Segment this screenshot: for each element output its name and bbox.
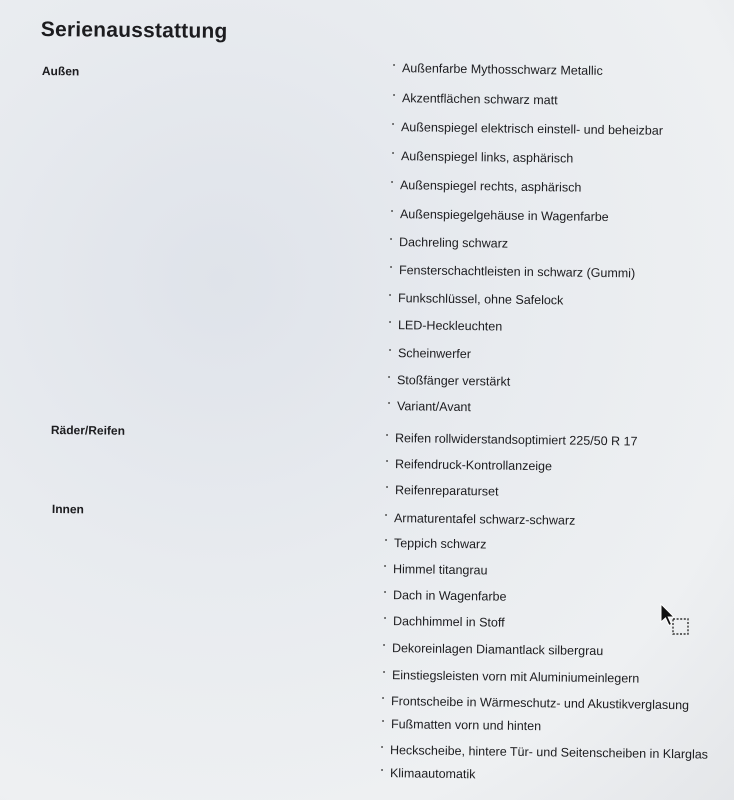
- list-item: Einstiegsleisten vorn mit Aluminiumeinlegern: [383, 668, 640, 686]
- list-item: Außenfarbe Mythosschwarz Metallic: [393, 61, 603, 78]
- bullet-icon: [386, 434, 388, 436]
- list-item: Stoßfänger verstärkt: [388, 373, 510, 389]
- bullet-icon: [386, 486, 388, 488]
- bullet-icon: [389, 321, 391, 323]
- bullet-icon: [383, 671, 385, 673]
- bullet-icon: [391, 210, 393, 212]
- list-item: Scheinwerfer: [389, 346, 471, 361]
- bullet-icon: [383, 644, 385, 646]
- list-item: Teppich schwarz: [385, 536, 487, 551]
- list-item: LED-Heckleuchten: [389, 318, 502, 334]
- list-item: Außenspiegelgehäuse in Wagenfarbe: [391, 207, 609, 224]
- bullet-icon: [393, 94, 395, 96]
- bullet-icon: [392, 152, 394, 154]
- list-item: Frontscheibe in Wärmeschutz- und Akustikverglasung: [382, 694, 689, 712]
- list-item: Außenspiegel elektrisch einstell- und beheizbar: [392, 120, 663, 138]
- bullet-icon: [389, 294, 391, 296]
- bullet-icon: [390, 266, 392, 268]
- bullet-icon: [388, 376, 390, 378]
- list-item: Dach in Wagenfarbe: [384, 588, 507, 604]
- list-item: Dekoreinlagen Diamantlack silbergrau: [383, 641, 603, 658]
- list-item: Heckscheibe, hintere Tür- und Seitenscheiben in Klarglas: [381, 743, 708, 762]
- list-item: Variant/Avant: [388, 399, 471, 414]
- bullet-icon: [392, 123, 394, 125]
- list-item: Klimaautomatik: [381, 766, 476, 781]
- list-item: Himmel titangrau: [384, 562, 488, 577]
- bullet-icon: [384, 617, 386, 619]
- bullet-icon: [390, 238, 392, 240]
- list-item: Dachreling schwarz: [390, 235, 508, 251]
- bullet-icon: [384, 591, 386, 593]
- list-item: Dachhimmel in Stoff: [384, 614, 505, 630]
- bullet-icon: [384, 565, 386, 567]
- bullet-icon: [391, 181, 393, 183]
- bullet-icon: [386, 460, 388, 462]
- bullet-icon: [382, 697, 384, 699]
- bullet-icon: [381, 746, 383, 748]
- category-raeder-reifen: Räder/Reifen: [50, 423, 126, 438]
- bullet-icon: [385, 514, 387, 516]
- list-item: Reifenreparaturset: [386, 483, 499, 499]
- bullet-icon: [381, 769, 383, 771]
- bullet-icon: [393, 64, 395, 66]
- list-item: Reifendruck-Kontrollanzeige: [386, 457, 552, 473]
- list-item: Fensterschachtleisten in schwarz (Gummi): [390, 263, 635, 280]
- bullet-icon: [385, 539, 387, 541]
- category-innen: Innen: [51, 502, 84, 517]
- page-title: Serienausstattung: [40, 18, 228, 43]
- list-item: Fußmatten vorn und hinten: [382, 717, 541, 733]
- list-item: Funkschlüssel, ohne Safelock: [389, 291, 564, 307]
- bullet-icon: [388, 402, 390, 404]
- category-aussen: Außen: [41, 64, 80, 79]
- list-item: Außenspiegel rechts, asphärisch: [391, 178, 582, 195]
- bullet-icon: [382, 720, 384, 722]
- mouse-cursor-icon: [660, 603, 692, 637]
- list-item: Reifen rollwiderstandsoptimiert 225/50 R 17: [386, 431, 638, 449]
- list-item: Außenspiegel links, asphärisch: [392, 149, 574, 166]
- list-item: Akzentflächen schwarz matt: [393, 91, 558, 107]
- bullet-icon: [389, 349, 391, 351]
- list-item: Armaturentafel schwarz-schwarz: [385, 511, 575, 528]
